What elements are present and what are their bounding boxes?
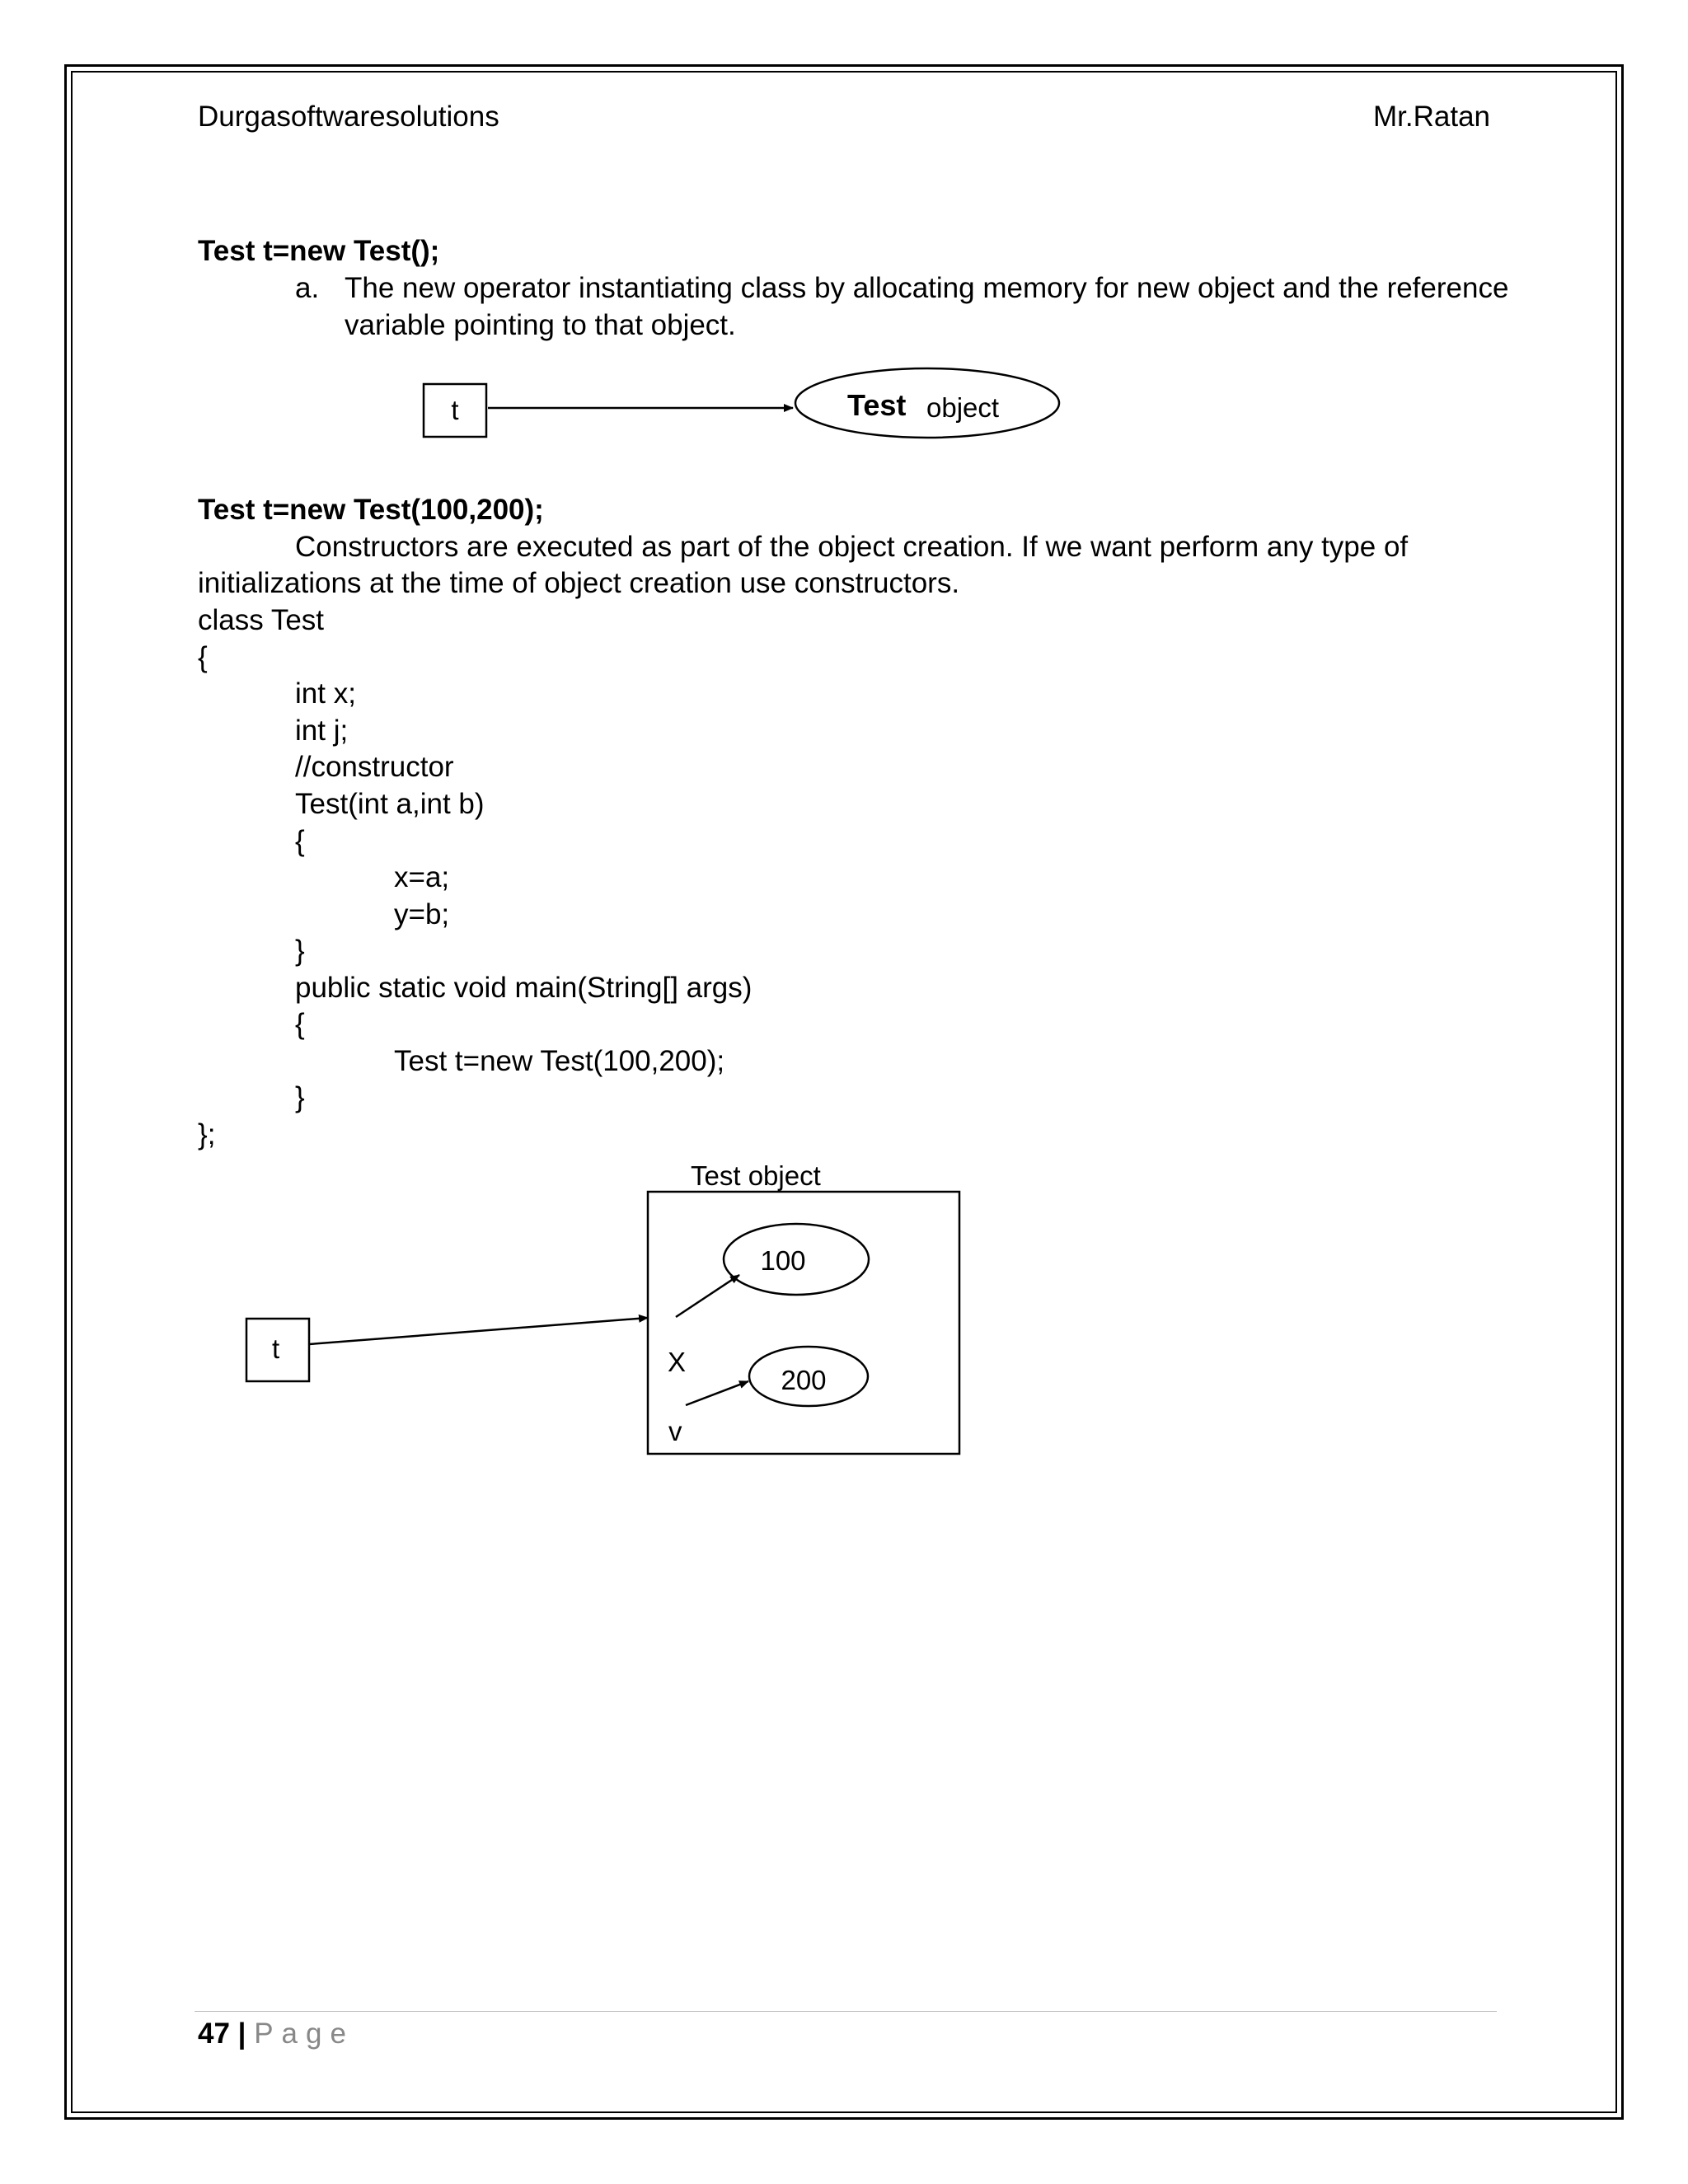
code-line: };: [198, 1118, 216, 1151]
code-line: public static void main(String[] args): [295, 972, 753, 1004]
section1-heading: Test t=new Test();: [198, 235, 440, 267]
x-arrow: [676, 1275, 739, 1317]
code-line: }: [295, 1081, 305, 1113]
item-a-line2: variable pointing to that object.: [345, 309, 736, 341]
y-arrow: [686, 1381, 748, 1405]
page-number: 47: [198, 2018, 230, 2050]
page-label: Page: [254, 2018, 354, 2050]
ref-label-t: t: [451, 395, 459, 425]
code-line: {: [295, 1008, 305, 1040]
list-marker-a: a.: [295, 272, 320, 304]
item-a-line1: The new operator instantiating class by allocating memory for new object and the reference: [345, 272, 1509, 304]
value-200: 200: [781, 1365, 827, 1395]
value-100: 100: [760, 1245, 806, 1276]
ref-label-t2: t: [272, 1333, 280, 1364]
section2-para-line2: initializations at the time of object creation use constructors.: [198, 567, 960, 599]
object-word: object: [926, 392, 1000, 423]
footer-rule: [195, 2011, 1497, 2012]
code-line: int j;: [295, 715, 349, 747]
code-line: }: [295, 935, 305, 967]
code-line: {: [295, 825, 305, 857]
code-line: x=a;: [394, 861, 450, 893]
header-company: Durgasoftwaresolutions: [198, 101, 499, 133]
object-class-name: Test: [847, 388, 907, 422]
header-author: Mr.Ratan: [1373, 101, 1490, 133]
footer: [198, 2016, 354, 2052]
code-line: {: [198, 641, 208, 673]
code-line: class Test: [198, 604, 325, 636]
code-line: Test t=new Test(100,200);: [394, 1045, 725, 1077]
field-x-label: X: [668, 1347, 687, 1377]
code-line: int x;: [295, 677, 356, 710]
field-y-label: v: [668, 1416, 682, 1446]
object-box: [648, 1192, 959, 1454]
code-line: y=b;: [394, 898, 450, 930]
code-line: Test(int a,int b): [295, 788, 485, 820]
section2-heading: Test t=new Test(100,200);: [198, 494, 544, 526]
code-line: //constructor: [295, 751, 454, 783]
ref-arrow-2: [309, 1318, 648, 1344]
footer-separator: |: [237, 2018, 246, 2050]
section2-para-line1: Constructors are executed as part of the object creation. If we want perform any type of: [295, 531, 1409, 563]
object-title: Test object: [691, 1160, 821, 1191]
